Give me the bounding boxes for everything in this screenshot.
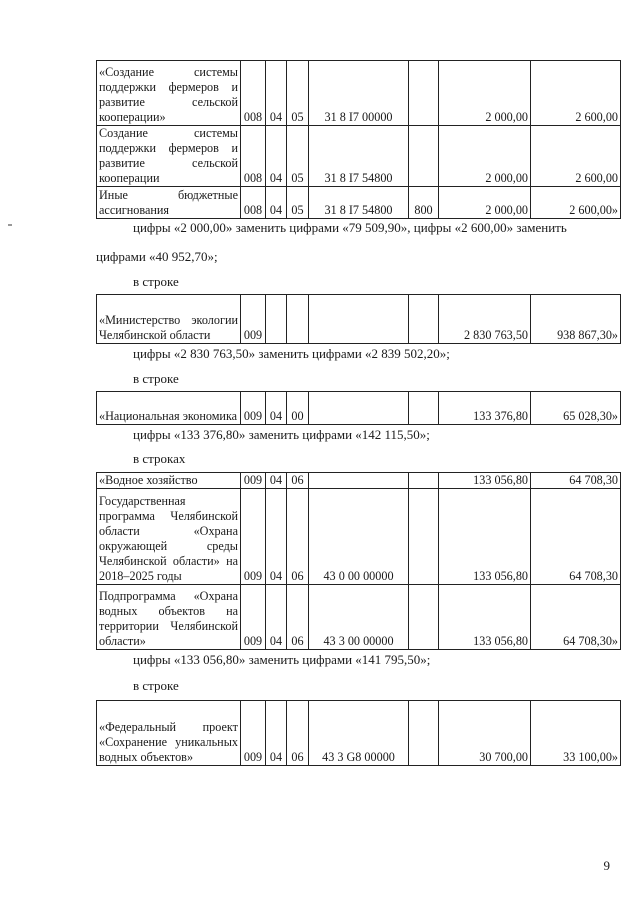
table-row: [97, 473, 621, 489]
cell-ministry: 009: [241, 392, 266, 425]
cell-amount-2: 33 100,00»: [531, 701, 621, 766]
cell-subsection: [287, 295, 309, 344]
table-row: [97, 295, 621, 344]
row-name: «Министерство экологии Челябинской области: [97, 295, 241, 344]
cell-target-article: [309, 392, 409, 425]
cell-subsection: 05: [287, 187, 309, 219]
cell-ministry: 008: [241, 61, 266, 126]
cell-target-article: 31 8 I7 54800: [309, 126, 409, 187]
cell-amount-2: 938 867,30»: [531, 295, 621, 344]
cell-section: 04: [266, 473, 287, 489]
cell-section: 04: [266, 61, 287, 126]
budget-table-4: [96, 472, 621, 650]
cell-expense-type: [409, 295, 439, 344]
cell-subsection: 06: [287, 473, 309, 489]
row-name: Государственная программа Челябинской области «Охрана окружающей среды Челябинской области» на 2018–2025 годы: [97, 489, 241, 585]
cell-amount-1: 133 056,80: [439, 473, 531, 489]
cell-amount-2: 64 708,30»: [531, 585, 621, 650]
cell-subsection: 05: [287, 61, 309, 126]
row-name: «Национальная экономика: [97, 392, 241, 425]
cell-section: 04: [266, 489, 287, 585]
row-name: «Создание системы поддержки фермеров и развитие сельской кооперации»: [97, 61, 241, 126]
table-row: [97, 126, 621, 187]
cell-expense-type: [409, 585, 439, 650]
cell-amount-1: 2 000,00: [439, 126, 531, 187]
row-name: Иные бюджетные ассигнования: [97, 187, 241, 219]
cell-target-article: [309, 295, 409, 344]
cell-amount-2: 64 708,30: [531, 473, 621, 489]
cell-subsection: 06: [287, 489, 309, 585]
budget-table-5: [96, 700, 621, 766]
instruction-text: цифры «2 000,00» заменить цифрами «79 509,90», цифры «2 600,00» заменить: [133, 220, 567, 235]
cell-section: 04: [266, 701, 287, 766]
cell-amount-1: 2 000,00: [439, 61, 531, 126]
budget-table-3: [96, 391, 621, 425]
cell-subsection: 06: [287, 701, 309, 766]
cell-target-article: 31 8 I7 54800: [309, 187, 409, 219]
cell-expense-type: [409, 473, 439, 489]
budget-table-1: [96, 60, 621, 219]
cell-amount-2: 64 708,30: [531, 489, 621, 585]
cell-amount-2: 2 600,00: [531, 126, 621, 187]
cell-target-article: 43 3 G8 00000: [309, 701, 409, 766]
cell-ministry: 009: [241, 473, 266, 489]
cell-subsection: 05: [287, 126, 309, 187]
row-name: Подпрограмма «Охрана водных объектов на территории Челябинской области»: [97, 585, 241, 650]
cell-expense-type: [409, 701, 439, 766]
table-row: [97, 489, 621, 585]
cell-amount-1: 133 056,80: [439, 585, 531, 650]
row-name: «Водное хозяйство: [97, 473, 241, 489]
cell-ministry: 009: [241, 295, 266, 344]
cell-amount-1: 2 000,00: [439, 187, 531, 219]
cell-target-article: 43 0 00 00000: [309, 489, 409, 585]
cell-section: 04: [266, 126, 287, 187]
table-row: [97, 392, 621, 425]
table-row: [97, 187, 621, 219]
cell-target-article: 31 8 I7 00000: [309, 61, 409, 126]
cell-expense-type: [409, 61, 439, 126]
cell-amount-2: 2 600,00: [531, 61, 621, 126]
table-row: [97, 585, 621, 650]
cell-section: 04: [266, 187, 287, 219]
row-name: «Федеральный проект «Сохранение уникальных водных объектов»: [97, 701, 241, 766]
cell-amount-2: 65 028,30»: [531, 392, 621, 425]
cell-amount-1: 30 700,00: [439, 701, 531, 766]
cell-section: 04: [266, 392, 287, 425]
cell-expense-type: [409, 489, 439, 585]
cell-ministry: 008: [241, 187, 266, 219]
cell-ministry: 009: [241, 585, 266, 650]
row-name: Создание системы поддержки фермеров и развитие сельской кооперации: [97, 126, 241, 187]
cell-ministry: 008: [241, 126, 266, 187]
cell-ministry: 009: [241, 489, 266, 585]
instruction-text: цифры «2 830 763,50» заменить цифрами «2 839 502,20»;: [133, 346, 450, 361]
cell-expense-type: [409, 126, 439, 187]
cell-ministry: 009: [241, 701, 266, 766]
budget-table-2: [96, 294, 621, 344]
cell-expense-type: [409, 392, 439, 425]
table-row: [97, 61, 621, 126]
cell-amount-1: 2 830 763,50: [439, 295, 531, 344]
scan-mark: [8, 224, 12, 226]
cell-target-article: [309, 473, 409, 489]
instruction-text: цифрами «40 952,70»;: [96, 249, 218, 264]
cell-section: [266, 295, 287, 344]
cell-target-article: 43 3 00 00000: [309, 585, 409, 650]
cell-amount-1: 133 056,80: [439, 489, 531, 585]
cell-amount-2: 2 600,00»: [531, 187, 621, 219]
cell-subsection: 00: [287, 392, 309, 425]
table-row: [97, 701, 621, 766]
section-label: в строке: [133, 274, 179, 289]
page-number: 9: [603, 858, 610, 873]
cell-section: 04: [266, 585, 287, 650]
section-label: в строке: [133, 678, 179, 693]
instruction-text: цифры «133 056,80» заменить цифрами «141 795,50»;: [133, 652, 431, 667]
instruction-text: цифры «133 376,80» заменить цифрами «142 115,50»;: [133, 427, 430, 442]
section-label: в строках: [133, 451, 186, 466]
cell-expense-type: 800: [409, 187, 439, 219]
cell-subsection: 06: [287, 585, 309, 650]
section-label: в строке: [133, 371, 179, 386]
cell-amount-1: 133 376,80: [439, 392, 531, 425]
